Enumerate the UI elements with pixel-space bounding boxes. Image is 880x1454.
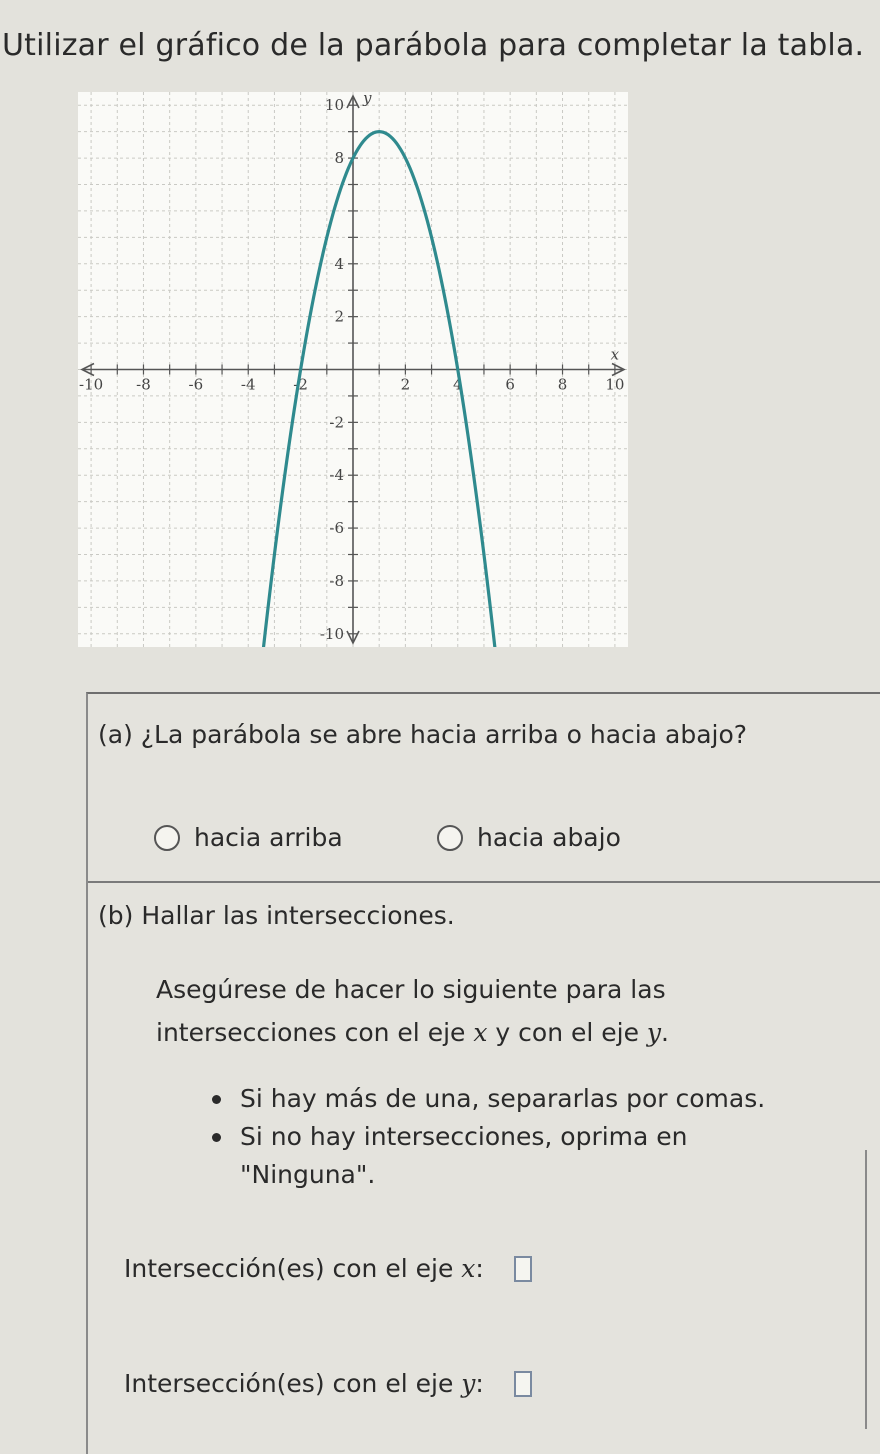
x-tick-label: 4 xyxy=(452,375,463,394)
y-tick-label: -6 xyxy=(329,519,344,538)
x-intercept-var: x xyxy=(461,1254,476,1283)
bullet-continuation: "Ninguna". xyxy=(240,1160,376,1189)
x-tick-label: 2 xyxy=(400,375,411,394)
option-label-hacia-arriba: hacia arriba xyxy=(194,823,343,852)
bullet-item: Si no hay intersecciones, oprima en xyxy=(212,1118,765,1156)
x-axis-label: x xyxy=(610,345,620,364)
instructions xyxy=(156,968,669,1054)
question-panel xyxy=(86,692,880,1454)
x-tick-label: 10 xyxy=(605,375,625,394)
y-tick-label: -2 xyxy=(329,413,344,432)
instructions-period: . xyxy=(661,1018,669,1047)
instructions-connector: y con el eje xyxy=(487,1018,647,1047)
parabola-graph xyxy=(78,92,628,647)
x-intercept-colon: : xyxy=(475,1254,484,1283)
x-tick-label: 8 xyxy=(557,375,568,394)
y-tick-label: -4 xyxy=(329,466,344,485)
x-tick-label: 6 xyxy=(505,375,515,394)
part-b-title: (b) Hallar las intersecciones. xyxy=(98,901,455,930)
x-intercept-row xyxy=(124,1254,532,1283)
instructions-line-1: Asegúrese de hacer lo siguiente para las xyxy=(156,975,666,1004)
x-intercept-label-text: Intersección(es) con el eje xyxy=(124,1254,462,1283)
option-hacia-abajo[interactable] xyxy=(437,823,621,852)
x-tick-label: -10 xyxy=(79,375,104,394)
panel-right-border xyxy=(865,1150,867,1429)
x-intercept-label xyxy=(124,1254,484,1283)
y-variable: y xyxy=(646,1018,662,1047)
parabola-chart-svg xyxy=(78,92,628,647)
x-intercept-input[interactable] xyxy=(514,1256,532,1282)
page-title: Utilizar el gráfico de la parábola para completar la tabla. xyxy=(2,28,865,63)
y-tick-label: 8 xyxy=(334,149,344,168)
y-intercept-input[interactable] xyxy=(514,1371,532,1397)
instructions-line-2 xyxy=(156,1011,669,1054)
y-tick-label: 10 xyxy=(324,96,344,115)
y-intercept-var: y xyxy=(461,1369,476,1398)
y-intercept-label-text: Intersección(es) con el eje xyxy=(124,1369,462,1398)
y-tick-label: -8 xyxy=(329,571,344,590)
x-tick-label: -2 xyxy=(293,375,308,394)
y-tick-label: 4 xyxy=(334,254,344,273)
part-a-question: (a) ¿La parábola se abre hacia arriba o hacia abajo? xyxy=(98,720,748,749)
y-tick-label: 2 xyxy=(334,307,344,326)
x-tick-label: -4 xyxy=(240,375,256,394)
radio-hacia-arriba[interactable] xyxy=(154,825,180,851)
radio-hacia-abajo[interactable] xyxy=(437,825,463,851)
x-tick-label: -6 xyxy=(188,375,204,394)
y-axis-label: y xyxy=(363,92,372,108)
option-label-hacia-abajo: hacia abajo xyxy=(477,823,621,852)
x-variable: x xyxy=(473,1018,488,1047)
y-intercept-row xyxy=(124,1369,532,1398)
instructions-text: intersecciones con el eje xyxy=(156,1018,474,1047)
y-intercept-label xyxy=(124,1369,484,1398)
y-tick-label: -10 xyxy=(319,624,344,643)
option-hacia-arriba[interactable] xyxy=(154,823,343,852)
y-intercept-colon: : xyxy=(475,1369,484,1398)
x-tick-label: -8 xyxy=(136,375,151,394)
instruction-bullets xyxy=(212,1080,765,1156)
section-divider xyxy=(88,881,880,883)
bullet-item: Si hay más de una, separarlas por comas. xyxy=(212,1080,765,1118)
